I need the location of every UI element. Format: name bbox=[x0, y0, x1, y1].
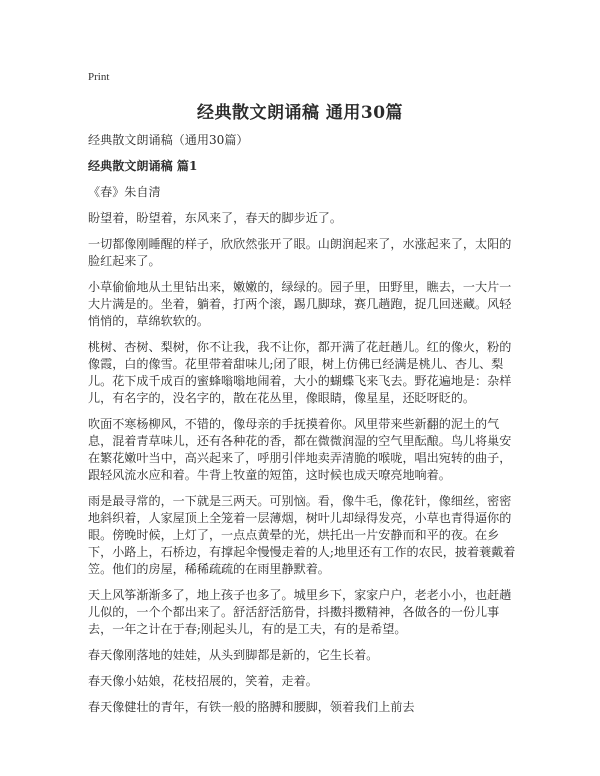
paragraph: 一切都像刚睡醒的样子，欣欣然张开了眼。山朗润起来了，水涨起来了，太阳的脸红起来了。 bbox=[88, 237, 512, 268]
paragraph: 盼望着，盼望着，东风来了，春天的脚步近了。 bbox=[88, 211, 342, 225]
paragraph: 春天像刚落地的娃娃，从头到脚都是新的，它生长着。 bbox=[88, 648, 379, 662]
paragraph: 小草偷偷地从土里钻出来，嫩嫩的，绿绿的。园子里，田野里，瞧去，一大片一大片满是的。坐着，躺着，打两个滚，踢几脚球，赛几趟跑，捉几回迷藏。风轻悄悄的，草绵软软的。 bbox=[88, 280, 512, 328]
paragraph: 春天像小姑娘，花枝招展的，笑着，走着。 bbox=[88, 674, 318, 688]
paragraph: 吹面不寒杨柳风，不错的，像母亲的手抚摸着你。风里带来些新翻的泥土的气息，混着青草味儿，还有各种花的香，都在微微润湿的空气里酝酿。鸟儿将巢安在繁花嫩叶当中，高兴起来了，呼朋引伴地卖弄清脆的喉咙，唱出宛转的曲子，跟轻风流水应和着。牛背上牧童的短笛，这时候也成天嘹亮地响着。 bbox=[88, 417, 512, 482]
page-title: 经典散文朗诵稿 通用30篇 bbox=[196, 103, 404, 123]
paragraph: 天上风筝渐渐多了，地上孩子也多了。城里乡下，家家户户，老老小小，也赶趟儿似的，一个个都出来了。舒活舒活筋骨，抖擞抖擞精神，各做各的一份儿事去，一年之计在于春;刚起头儿，有的是工夫，有的是希望。 bbox=[88, 588, 512, 636]
article-body bbox=[88, 132, 520, 725]
document-subtitle: 经典散文朗诵稿（通用30篇） bbox=[88, 133, 249, 147]
paragraph: 春天像健壮的青年，有铁一般的胳膊和腰脚，领着我们上前去 bbox=[88, 700, 415, 714]
paragraph: 桃树、杏树、梨树，你不让我，我不让你，都开满了花赶趟儿。红的像火，粉的像霞，白的像雪。花里带着甜味儿;闭了眼，树上仿佛已经满是桃儿、杏儿、梨儿。花下成千成百的蜜蜂嗡嗡地闹着，大小的蝴蝶飞来飞去。野花遍地是：杂样儿，有名字的，没名字的，散在花丛里，像眼睛，像星星，还眨呀眨的。 bbox=[88, 340, 512, 405]
paragraph: 雨是最寻常的，一下就是三两天。可别恼。看，像牛毛，像花针，像细丝，密密地斜织着，人家屋顶上全笼着一层薄烟，树叶儿却绿得发亮，小草也青得逼你的眼。傍晚时候，上灯了，一点点黄晕的光，烘托出一片安静而和平的夜。在乡下，小路上，石桥边，有撑起伞慢慢走着的人;地里还有工作的农民，披着蓑戴着笠。他们的房屋，稀稀疏疏的在雨里静默着。 bbox=[88, 494, 516, 576]
section-heading: 经典散文朗诵稿 篇1 bbox=[88, 159, 198, 173]
print-link[interactable]: Print bbox=[88, 71, 110, 83]
author-line: 《春》朱自清 bbox=[88, 185, 161, 199]
